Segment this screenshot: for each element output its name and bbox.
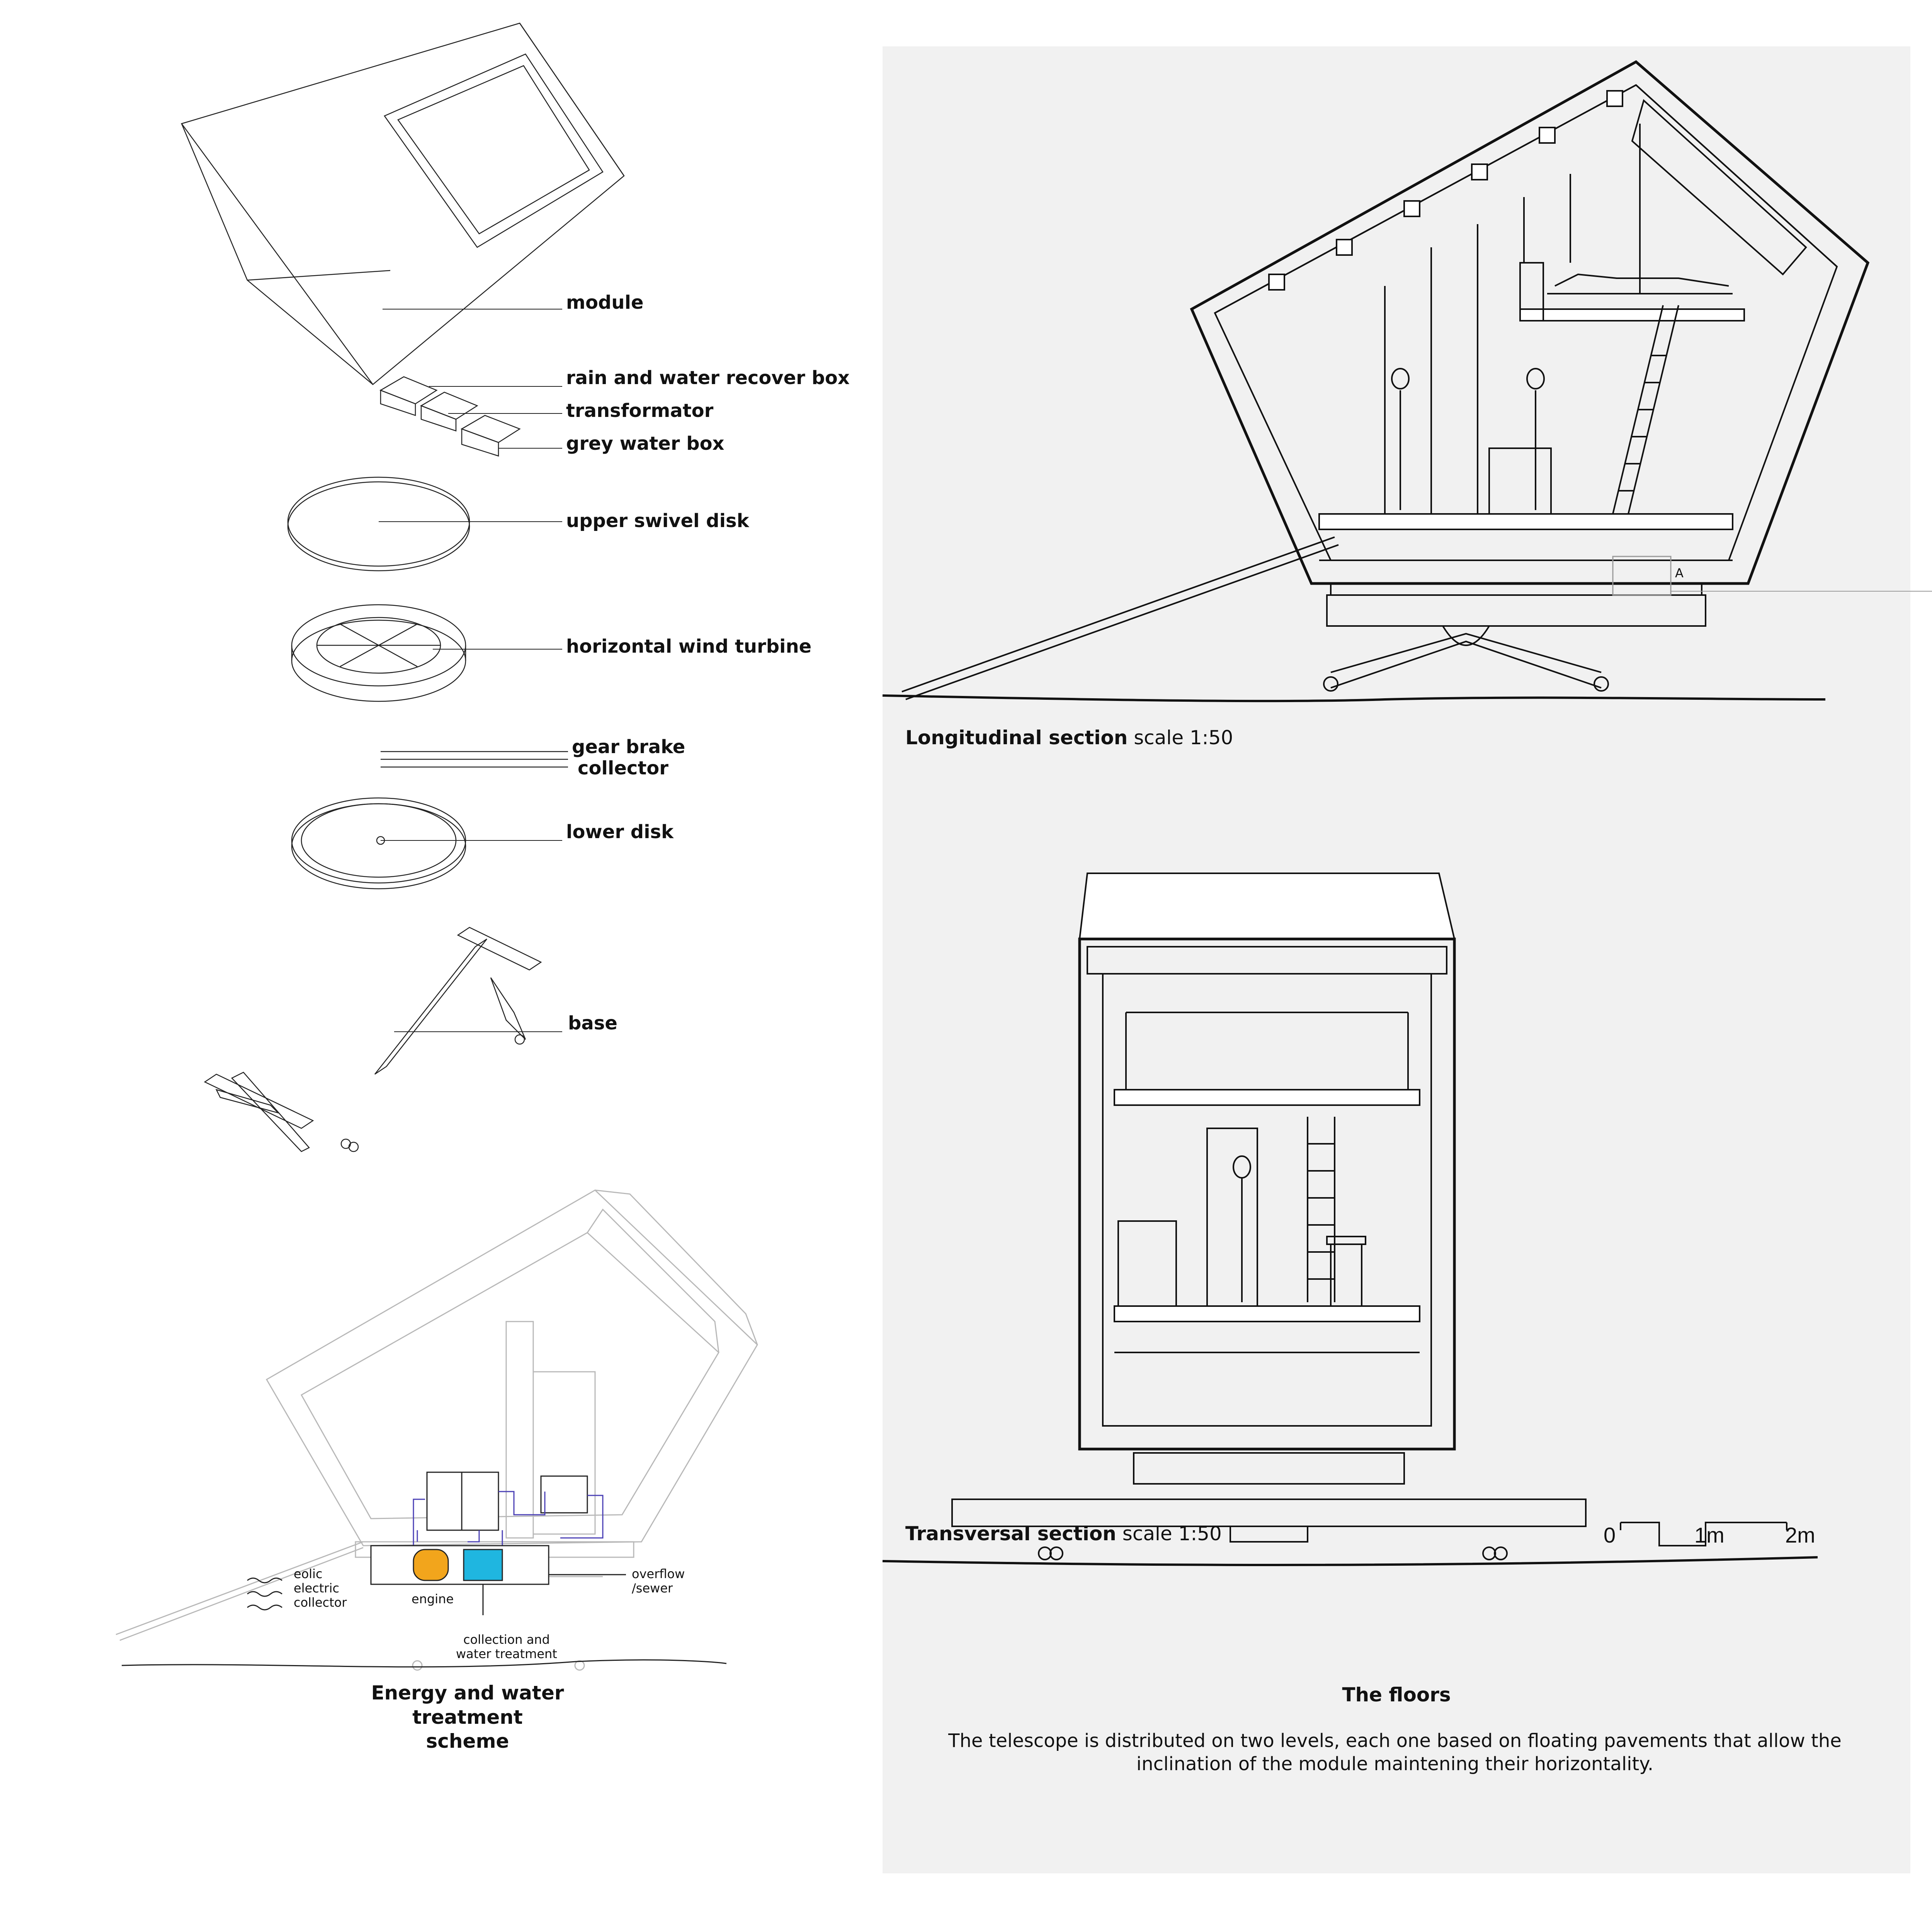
label-module: module xyxy=(566,292,644,313)
label-wind-turbine: horizontal wind turbine xyxy=(566,636,812,657)
label-overflow: overflow /sewer xyxy=(632,1567,685,1596)
floors-heading: The floors xyxy=(1342,1684,1451,1706)
longitudinal-caption-title: Longitudinal section xyxy=(905,726,1128,749)
detail-marker-a: A xyxy=(1675,566,1684,580)
label-upper-disk: upper swivel disk xyxy=(566,510,749,532)
label-rain-box: rain and water recover box xyxy=(566,367,850,389)
label-base: base xyxy=(568,1012,617,1034)
energy-scheme-drawing xyxy=(0,1159,881,1700)
label-collection: collection and water treatment xyxy=(456,1632,557,1661)
label-collector: collector xyxy=(578,757,668,779)
lower-disk-drawing xyxy=(292,798,466,889)
longitudinal-caption xyxy=(905,726,1233,749)
exploded-axonometric xyxy=(0,0,881,1198)
module-drawing xyxy=(182,23,624,384)
base-drawing xyxy=(205,927,541,1152)
water-tank xyxy=(464,1550,502,1580)
floors-text: The telescope is distributed on two levels, each one based on floating pavements that allow the inclination of the module maintening their horizontality. xyxy=(948,1730,1842,1775)
turbine-drawing xyxy=(292,605,466,701)
label-gear-brake: gear brake xyxy=(572,736,685,758)
transversal-caption xyxy=(905,1522,1222,1545)
energy-caption xyxy=(317,1681,618,1754)
scale-label-2m: 2m xyxy=(1785,1523,1815,1547)
label-transformator: transformator xyxy=(566,400,714,422)
boxes-drawing xyxy=(381,377,520,456)
scale-label-1m: 1m xyxy=(1694,1523,1725,1547)
label-lower-disk: lower disk xyxy=(566,821,674,843)
scale-label-0: 0 xyxy=(1604,1523,1616,1547)
energy-caption-line2: scheme xyxy=(426,1730,509,1752)
longitudinal-caption-scale: scale 1:50 xyxy=(1134,726,1233,749)
transversal-caption-title: Transversal section xyxy=(905,1522,1116,1545)
longitudinal-section-drawing xyxy=(883,46,1910,742)
engine-tank xyxy=(413,1550,448,1580)
label-grey-water-box: grey water box xyxy=(566,433,724,454)
transversal-caption-scale: scale 1:50 xyxy=(1122,1522,1222,1545)
energy-caption-line1: Energy and water treatment xyxy=(371,1682,564,1728)
transversal-section-drawing xyxy=(883,850,1910,1507)
portal-frames-drawing xyxy=(1928,1024,1932,1681)
label-eolic-collector: eolic electric collector xyxy=(294,1567,347,1610)
label-engine: engine xyxy=(412,1592,454,1606)
